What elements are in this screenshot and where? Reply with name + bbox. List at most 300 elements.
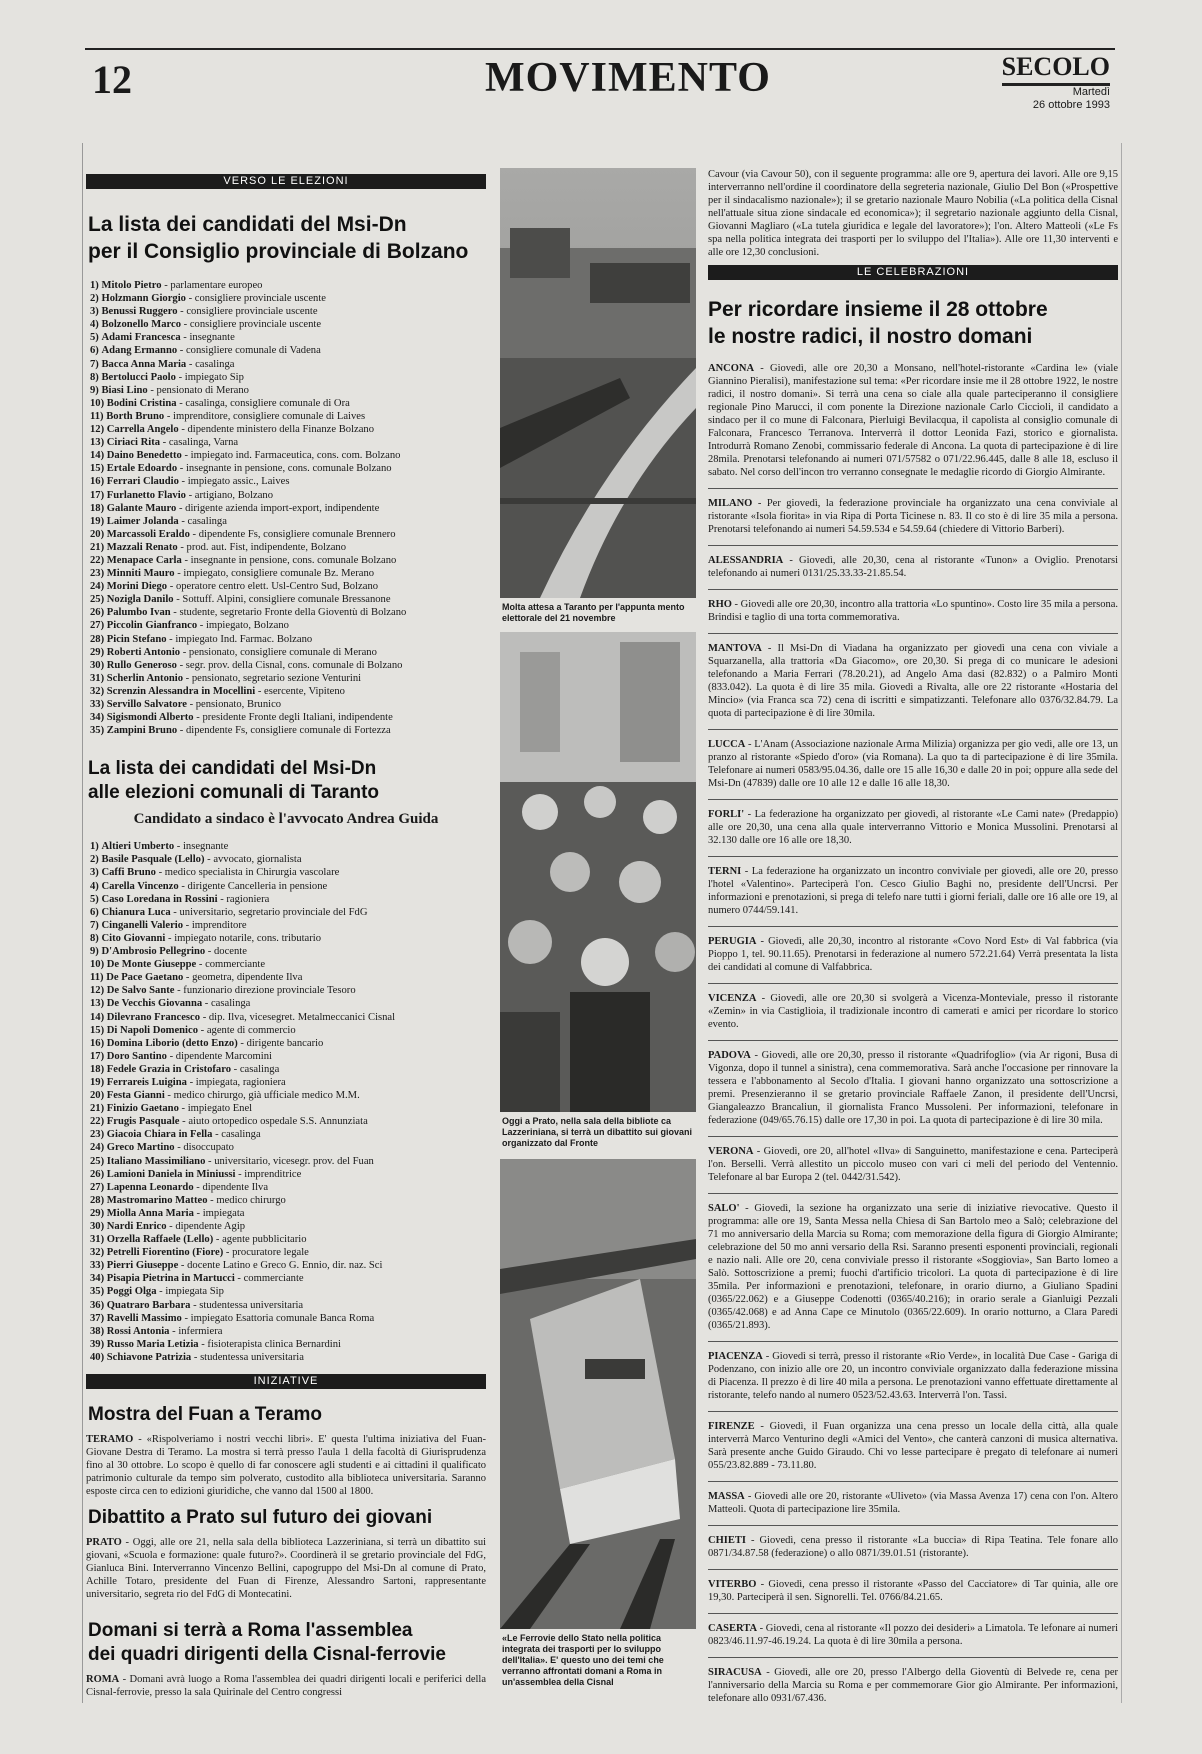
celebration-city: VITERBO [708, 1579, 757, 1590]
candidate-number: 10) [90, 959, 105, 971]
candidate-name: Scherlin Antonio [106, 672, 184, 684]
candidate-description: impiegato, consigliere comunale Bz. Merano [183, 568, 375, 580]
candidate-number: 11) [90, 972, 104, 984]
candidate-number: 28) [90, 1194, 105, 1206]
item-separator [708, 488, 1118, 489]
candidate-number: 22) [90, 1116, 105, 1128]
candidate-number: 4) [90, 880, 99, 892]
candidate-item: 33) Pierri Giuseppe - docente Latino e Greco G. Ennio, dir. naz. Sci [90, 1260, 383, 1272]
candidate-item: 25) Nozigla Danilo - Sottuff. Alpini, consigliere comunale Bressanone [90, 594, 391, 606]
celebration-city: LUCCA [708, 739, 746, 750]
candidate-number: 20) [90, 1090, 105, 1102]
headline-bolzano [88, 211, 486, 265]
celebration-text: - Giovedì, alle ore 20,30 a Monsano, nell'hotel-ristorante «Cardina le» (viale Giannino Pieralisi), manifestazione sul tema: «Per ricordare insie me il 28 ottobre 1922, le nostre radici, il nostro domani». Si terrà una cena so ciale alla quale parteciperanno il consigliere regionale Pino Marucci, il com ponente la Direzione nazionale Carlo Ciccioli, il candidato a sindaco per il co mune di Falconara, Pierluigi Bevilacqua, il capolista al consiglio comunale di Falconara, Francesco Terranova. Interverrà il dottor Leonida Fazi, storico e giornalista. Introdurrà Romano Zenobi, commissario federale di Ancona. La quota di partecipazione è di lire 28mila. Prenotarsi telefonando ai numeri 071/57582 o 071/22.96.445, dalle 8 alle 18, escluso il sabato. Nel corso dell'incon tro verranno consegnate le medaglie ricordo di Giorgio Almirante. [708, 363, 1118, 478]
candidate-description: procuratore legale [232, 1247, 309, 1259]
celebration-city: TERNI [708, 866, 742, 877]
candidate-description: pensionato, Brunico [195, 699, 282, 710]
candidate-list-taranto [90, 840, 486, 1364]
candidate-item: 4) Bolzonello Marco - consigliere provinciale uscente [90, 319, 322, 331]
celebration-text: - Giovedì, ore 20, all'hotel «Ilva» di Sanguinetto, manifestazione e cena. Parteciperà l'on. Berselli. Verrà allestito un piccolo museo con vari ci meli del periodo del Ventennio. Telefonare al bar Europa 2 (tel. 0442/31.542). [708, 1146, 1118, 1183]
candidate-description: docente [213, 946, 247, 958]
candidate-number: 5) [90, 332, 99, 344]
candidate-item: 9) Biasi Lino - pensionato di Merano [90, 384, 249, 396]
candidate-item: 21) Finizio Gaetano - impiegato Enel [90, 1103, 253, 1115]
candidate-item: 36) Quatraro Barbara - studentessa universitaria [90, 1299, 304, 1311]
headline-roma-line1: Domani si terrà a Roma l'assemblea [88, 1620, 413, 1642]
headline-celebrazioni-line2: le nostre radici, il nostro domani [708, 325, 1033, 348]
candidate-item: 1) Altieri Umberto - insegnante [90, 841, 229, 853]
candidate-number: 8) [90, 371, 99, 383]
candidate-name: Ciriaci Rita [106, 437, 161, 449]
candidate-description: pensionato di Merano [156, 384, 249, 396]
candidate-number: 3) [90, 867, 99, 879]
candidate-name: Daino Benedetto [106, 450, 182, 462]
headline-bolzano-line2: per il Consiglio provinciale di Bolzano [88, 240, 469, 263]
candidate-description: impiegato, Bolzano [205, 620, 289, 632]
candidate-number: 29) [90, 1207, 105, 1219]
section-title: MOVIMENTO [485, 55, 771, 101]
celebration-item [708, 1666, 1118, 1705]
candidate-item: 2) Holzmann Giorgio - consigliere provinciale uscente [90, 293, 326, 305]
celebrations-list [708, 362, 1118, 1705]
candidate-item: 13) De Vecchis Giovanna - casalinga [90, 998, 251, 1010]
candidate-description: impiegata [202, 1207, 245, 1219]
candidate-description: casalinga [239, 1063, 280, 1075]
candidate-description: impiegato Esattoria comunale Banca Roma [190, 1312, 375, 1324]
celebration-item [708, 1490, 1118, 1516]
candidate-name: Orzella Raffaele (Lello) [106, 1234, 214, 1246]
candidate-number: 23) [90, 568, 105, 580]
photo-taranto-harbor [500, 168, 696, 598]
candidate-number: 1) [90, 280, 99, 291]
train-image [500, 1159, 696, 1629]
celebration-text: - Giovedì, alle 20,30, incontro al ristorante «Covo Nord Est» di Val fabbrica (via Pioppo 1, tel. 90.11.65). Prenotarsi in federazione al numero 572.21.64) Verrà presentata la lista dei candidati al comune di Valfabbrica. [708, 936, 1118, 973]
candidate-item: 26) Lamioni Daniela in Miniussi - imprenditrice [90, 1168, 302, 1180]
candidate-description: impiegato Sip [184, 371, 244, 383]
candidate-description: impiegato notarile, cons. tributario [174, 932, 321, 944]
candidate-item: 7) Bacca Anna Maria - casalinga [90, 358, 235, 370]
candidate-description: consigliere provinciale uscente [189, 319, 322, 331]
candidate-description: casalinga [195, 358, 235, 370]
candidate-description: imprenditore, consigliere comunale di Laives [173, 410, 366, 422]
candidate-name: Marcassoli Eraldo [106, 528, 190, 540]
candidate-name: De Pace Gaetano [106, 972, 184, 984]
candidate-name: Palumbo Ivan [106, 607, 171, 619]
candidate-item: 8) Cito Giovanni - impiegato notarile, cons. tributario [90, 932, 321, 944]
candidate-name: Lamioni Daniela in Miniussi [106, 1168, 236, 1180]
candidate-item: 24) Greco Martino - disoccupato [90, 1142, 234, 1154]
candidate-number: 17) [90, 1050, 105, 1062]
candidate-name: Pisapia Pietrina in Martucci [106, 1273, 235, 1285]
candidate-description: impiegata Sip [165, 1286, 224, 1298]
article-prato-text: - Oggi, alle ore 21, nella sala della biblioteca Lazzeriniana, si terrà un dibattito sui giovani, «Scuola e formazione: quale futuro?». Coordinerà il se gretario provinciale del FdG, Gianluca Bini. Interverranno Vincenzo Bellini, capogruppo del Msi-Dn al comune di Prato, Achille Totaro, presidente del Fuan di Firenze, Alessandro Sartoni, rappresentante universitario, segreta rio del FdG di Montecatini. [86, 1537, 486, 1601]
item-separator [708, 799, 1118, 800]
item-separator [708, 1341, 1118, 1342]
candidate-item: 12) Carrella Angelo - dipendente ministero della Finanze Bolzano [90, 424, 375, 436]
candidate-number: 26) [90, 1168, 105, 1180]
candidate-description: disoccupato [183, 1142, 234, 1154]
candidate-number: 6) [90, 345, 99, 357]
candidate-description: dipendente Fs, consigliere comunale di Fortezza [185, 725, 391, 737]
item-separator [708, 1136, 1118, 1137]
candidate-item: 4) Carella Vincenzo - dirigente Cancelleria in pensione [90, 880, 328, 892]
celebration-item [708, 1202, 1118, 1332]
candidate-number: 20) [90, 528, 105, 540]
candidate-number: 37) [90, 1312, 105, 1324]
candidate-number: 9) [90, 384, 99, 396]
candidate-item: 14) Dilevrano Francesco - dip. Ilva, vicesegret. Metalmeccanici Cisnal [90, 1011, 396, 1023]
celebration-city: RHO [708, 599, 732, 610]
candidate-item: 31) Orzella Raffaele (Lello) - agente pubblicitario [90, 1234, 307, 1246]
candidate-description: studentessa universitaria [200, 1351, 304, 1363]
candidate-name: Galante Mauro [106, 502, 177, 514]
celebration-city: SALO' [708, 1203, 740, 1214]
candidate-name: Italiano Massimiliano [106, 1155, 206, 1167]
candidate-name: Di Napoli Domenico [106, 1024, 199, 1036]
issue-day: Martedì [1072, 86, 1110, 98]
candidate-name: Picin Stefano [106, 633, 167, 645]
candidate-name: Caffi Bruno [101, 867, 156, 879]
candidate-name: Dilevrano Francesco [106, 1011, 201, 1023]
celebration-text: - Giovedì, il Fuan organizza una cena presso un locale della città, alla quale interverrà Marco Venturino degli «Amici del Vento», che canterà canzoni di musica alternativa. Sarà presente anche Guido Giraudo. Chi vo lesse partecipare è pregato di telefonare ai numeri 055/23.82.889 - 73.11.80. [708, 1421, 1118, 1471]
headline-roma-line2: dei quadri dirigenti della Cisnal-ferrovie [88, 1644, 446, 1666]
candidate-item: 17) Furlanetto Flavio - artigiano, Bolzano [90, 489, 274, 501]
celebration-city: VICENZA [708, 993, 757, 1004]
candidate-description: prod. aut. Fist, indipendente, Bolzano [186, 541, 346, 553]
candidate-item: 5) Adami Francesca - insegnante [90, 332, 235, 344]
candidate-description: dirigente azienda import-export, indipendente [185, 502, 380, 514]
item-separator [708, 1613, 1118, 1614]
candidate-item: 19) Laimer Jolanda - casalinga [90, 515, 227, 527]
candidate-item: 24) Morini Diego - operatore centro elett. Usl-Centro Sud, Bolzano [90, 581, 379, 593]
candidate-name: Holzmann Giorgio [101, 293, 186, 305]
dateline-roma: ROMA [86, 1674, 120, 1686]
candidate-name: Russo Maria Letizia [106, 1338, 199, 1350]
candidate-name: Ravelli Massimo [106, 1312, 182, 1324]
candidate-name: Laimer Jolanda [106, 515, 179, 527]
candidate-description: presidente Fronte degli Italiani, indipendente [202, 712, 393, 724]
article-roma [86, 1673, 486, 1699]
candidate-description: studentessa universitaria [199, 1299, 304, 1311]
section-bar-celebrazioni: LE CELEBRAZIONI [708, 265, 1118, 280]
candidate-number: 18) [90, 502, 105, 514]
candidate-description: casalinga [221, 1129, 261, 1141]
candidate-item: 32) Screnzin Alessandra in Mocellini - esercente, Vipiteno [90, 685, 345, 697]
candidate-description: consigliere provinciale uscente [194, 293, 326, 305]
candidate-item: 23) Giacoia Chiara in Fella - casalinga [90, 1129, 261, 1141]
celebration-item [708, 935, 1118, 974]
candidate-name: Borth Bruno [106, 410, 165, 422]
candidate-description: casalinga [187, 515, 227, 527]
candidate-description: dipendente Ilva [202, 1181, 269, 1193]
column-right [708, 168, 1118, 1714]
headline-celebrazioni [708, 296, 1118, 350]
item-separator [708, 1525, 1118, 1526]
candidate-number: 15) [90, 1024, 105, 1036]
candidate-name: Sigismondi Alberto [106, 712, 194, 724]
candidate-item: 39) Russo Maria Letizia - fisioterapista clinica Bernardini [90, 1338, 341, 1350]
candidate-item: 11) De Pace Gaetano - geometra, dipendente Ilva [90, 972, 303, 984]
candidate-name: Ferrareis Luigina [106, 1076, 187, 1088]
candidate-description: impiegato Enel [187, 1103, 253, 1115]
candidate-number: 33) [90, 699, 105, 710]
celebration-city: ANCONA [708, 363, 755, 374]
candidate-description: imprenditrice [244, 1168, 302, 1180]
item-separator [708, 926, 1118, 927]
candidate-description: artigiano, Bolzano [194, 489, 274, 501]
candidate-description: universitario, vicesegr. prov. del Fuan [214, 1155, 374, 1167]
candidate-number: 38) [90, 1325, 105, 1337]
candidate-list-bolzano [90, 279, 486, 737]
item-separator [708, 983, 1118, 984]
candidate-description: aiuto ortopedico ospedale S.S. Annunziata [188, 1116, 368, 1128]
candidate-item: 22) Frugis Pasquale - aiuto ortopedico ospedale S.S. Annunziata [90, 1116, 368, 1128]
candidate-item: 28) Mastromarino Matteo - medico chirurgo [90, 1194, 286, 1206]
candidate-description: pensionato, consigliere comunale di Merano [188, 646, 377, 658]
candidate-name: Chianura Luca [101, 906, 171, 918]
candidate-name: Screnzin Alessandra in Mocellini [106, 685, 256, 697]
candidate-name: Domina Liborio (detto Enzo) [106, 1037, 238, 1049]
candidate-number: 30) [90, 1221, 105, 1232]
candidate-item: 3) Benussi Ruggero - consigliere provinciale uscente [90, 306, 318, 318]
candidate-description: Sottuff. Alpini, consigliere comunale Bressanone [182, 594, 391, 606]
candidate-name: Carella Vincenzo [101, 880, 179, 892]
candidate-description: segr. prov. della Cisnal, cons. comunale di Bolzano [185, 659, 403, 671]
subheadline-taranto: Candidato a sindaco è l'avvocato Andrea Guida [133, 811, 439, 828]
celebration-city: MASSA [708, 1491, 745, 1502]
candidate-number: 14) [90, 1011, 105, 1023]
item-separator [708, 1193, 1118, 1194]
candidate-number: 26) [90, 607, 105, 619]
candidate-description: imprenditore [191, 919, 247, 931]
candidate-item: 10) Bodini Cristina - casalinga, consigliere comunale di Ora [90, 397, 350, 409]
candidate-item: 25) Italiano Massimiliano - universitario, vicesegr. prov. del Fuan [90, 1155, 374, 1167]
celebration-text: - Giovedì, alle ore 20,30, presso il ristorante «Quadrifoglio» (via Ar rigoni, Busa di Vigonza, dopo il tunnel a sinistra), cena commemorativa. Sarà anche l'occasione per rinnovare la tessera e l'abbonamento al Secolo d'Italia. I giovani hanno organizzato una sottoscrizione a premi. Presenzieranno il se gretario provinciale Raffaele Zanon, il presidente dell'Uncrsi, Giangaleazzo Brancaliun, il giornalista Franco Mussoleni. Per informazioni, telefonare in federazione (049/65.76.15) dalle ore 17,30 in poi. La quota di partecipazione è di lire 30 mila. [708, 1050, 1118, 1126]
candidate-name: Adami Francesca [101, 332, 181, 344]
celebration-item [708, 992, 1118, 1031]
celebration-text: - Il Msi-Dn di Viadana ha organizzato per giovedì una cena con viviale a Squarzanella, alla trattoria «Da Giacomo», ore 20,30. Si prega di co municare le adesioni telefonando a Maria Ferrari (78.20.21), ad Angelo Ama dasi (82.832) o a Palmiro Monti (833.042). La quota è di lire 35 mila. Giovedì a Rivalta, alle ore 22 ristorante «Hostaria del Mincio» (via Franca sca 72) cena di iscritti e simpatizzanti. Telefonare allo 0376/32.84.79. La quota di partecipazione è di lire 30mila. [708, 643, 1118, 719]
candidate-name: Fedele Grazia in Cristofaro [106, 1063, 232, 1075]
candidate-name: Finizio Gaetano [106, 1103, 179, 1115]
item-separator [708, 1657, 1118, 1658]
celebration-text: - Giovedì alle ore 20, ristorante «Uliveto» (via Massa Avenza 17) cena con l'on. Altero Matteoli. Quota di partecipazione lire 35mila. [708, 1491, 1118, 1515]
candidate-number: 10) [90, 397, 105, 409]
candidate-name: Nozigla Danilo [106, 594, 174, 606]
candidate-name: Biasi Lino [101, 384, 148, 396]
candidate-name: Doro Santino [106, 1050, 167, 1062]
candidate-description: operatore centro elett. Usl-Centro Sud, Bolzano [175, 581, 379, 593]
celebration-item [708, 1049, 1118, 1127]
candidate-number: 40) [90, 1351, 105, 1363]
caption-prato: Oggi a Prato, nella sala della bibliote ca Lazzeriniana, si terrà un dibattito sui giovani organizzato dal Fronte [502, 1116, 693, 1148]
candidate-number: 27) [90, 1181, 105, 1193]
candidate-number: 17) [90, 489, 105, 501]
column-left [86, 168, 486, 1699]
candidate-item: 18) Galante Mauro - dirigente azienda import-export, indipendente [90, 502, 380, 514]
candidate-number: 12) [90, 424, 105, 436]
candidate-name: Cito Giovanni [101, 932, 166, 944]
candidate-item: 9) D'Ambrosio Pellegrino - docente [90, 946, 247, 958]
celebration-text: - Giovedì, cena presso il ristorante «La buccia» di Ripa Teatina. Tele fonare allo 0871/34.87.58 (federazione) o allo 0871/39.01.51 (ristorante). [708, 1535, 1118, 1559]
candidate-item: 27) Piccolin Gianfranco - impiegato, Bolzano [90, 620, 289, 632]
celebration-item [708, 1578, 1118, 1604]
candidate-number: 19) [90, 1076, 105, 1088]
candidate-description: ragioniera [226, 893, 270, 905]
candidate-description: dipendente Fs, consigliere comunale Brennero [198, 528, 396, 540]
celebration-text: - Giovedì, alle 20,30, cena al ristorante «Tunon» a Oviglio. Prenotarsi telefonando ai numeri 0131/25.33.33-21.85.54. [708, 555, 1118, 579]
harbor-image [500, 168, 696, 598]
candidate-number: 12) [90, 985, 105, 997]
article-prato [86, 1536, 486, 1601]
photo-prato-crowd [500, 632, 696, 1112]
candidate-name: Rullo Generoso [106, 659, 177, 671]
celebration-item [708, 1534, 1118, 1560]
item-separator [708, 1569, 1118, 1570]
candidate-item: 15) Ertale Edoardo - insegnante in pensione, cons. comunale Bolzano [90, 463, 392, 475]
candidate-name: Bodini Cristina [106, 397, 177, 409]
candidate-item: 15) Di Napoli Domenico - agente di commercio [90, 1024, 296, 1036]
issue-date: 26 ottobre 1993 [1032, 99, 1110, 111]
celebration-item [708, 808, 1118, 847]
celebration-text: - Giovedì, alle ore 20,30 si svolgerà a Vicenza-Monteviale, presso il ristorante «Zemin» in via Castiglioia, il tradizionale incontro di camerati e amici per ricordare lo storico evento. [708, 993, 1118, 1030]
candidate-description: insegnante [189, 332, 235, 344]
candidate-number: 21) [90, 1103, 105, 1115]
candidate-name: De Salvo Sante [106, 985, 175, 997]
article-roma-text: - Domani avrà luogo a Roma l'assemblea dei quadri dirigenti locali e periferici della Cisnal-ferrovie, presso la sala Quirinale del Centro congressi [86, 1674, 486, 1699]
candidate-name: Bolzonello Marco [101, 319, 182, 331]
candidate-item: 5) Caso Loredana in Rossini - ragioniera [90, 893, 270, 905]
candidate-description: dipendente ministero della Finanze Bolzano [187, 424, 375, 436]
candidate-name: Frugis Pasquale [106, 1116, 180, 1128]
candidate-number: 34) [90, 712, 105, 724]
item-separator [708, 589, 1118, 590]
candidate-number: 23) [90, 1129, 105, 1141]
header-rule [85, 48, 1115, 50]
candidate-number: 19) [90, 515, 105, 527]
candidate-description: medico specialista in Chirurgia vascolare [164, 867, 340, 879]
candidate-number: 25) [90, 1155, 105, 1167]
celebration-item [708, 738, 1118, 790]
celebration-city: PIACENZA [708, 1351, 763, 1362]
celebration-city: PERUGIA [708, 936, 757, 947]
candidate-item: 16) Domina Liborio (detto Enzo) - dirigente bancario [90, 1037, 324, 1049]
candidate-number: 33) [90, 1260, 105, 1272]
candidate-description: impiegata, ragioniera [195, 1076, 286, 1088]
candidate-description: dipendente Marcomini [175, 1050, 272, 1062]
candidate-item: 13) Ciriaci Rita - casalinga, Varna [90, 437, 239, 449]
candidate-name: Benussi Ruggero [101, 306, 178, 318]
column-photos [500, 168, 696, 1688]
celebration-city: VERONA [708, 1146, 754, 1157]
headline-taranto [88, 757, 486, 805]
candidate-number: 31) [90, 1234, 105, 1246]
headline-roma [88, 1619, 486, 1667]
candidate-number: 32) [90, 1247, 105, 1259]
brand-logo: SECOLO [1002, 52, 1110, 86]
candidate-number: 7) [90, 358, 99, 370]
celebration-text: - L'Anam (Associazione nazionale Arma Milizia) organizza per gio vedì, alle ore 13, un pranzo al ristorante «Spiedo d'oro» (via Romana). La quo ta di partecipazione è di lire 35mila. Telefonare ai numeri 0583/95.04.36, dalle ore 15 alle 16,30 e dalle 20 in poi; oppure alla sede del Msi-Dn (47839) dalle ore 10 alle 12 e dalle 16 alle 18,30. [708, 739, 1118, 789]
candidate-item: 38) Rossi Antonia - infermiera [90, 1325, 223, 1337]
candidate-description: impiegato Ind. Farmac. Bolzano [175, 633, 313, 645]
celebration-text: - Giovedì, cena al ristorante «Il pozzo dei desideri» a Limatola. Te lefonare ai numeri 0823/46.11.97-46.19.24. La quota è di lire 30mila a persona. [708, 1623, 1118, 1647]
headline-teramo: Mostra del Fuan a Teramo [88, 1404, 323, 1426]
candidate-number: 35) [90, 725, 105, 737]
celebration-city: PADOVA [708, 1050, 751, 1061]
candidate-item: 34) Pisapia Pietrina in Martucci - commerciante [90, 1273, 304, 1285]
celebration-city: ALESSANDRIA [708, 555, 784, 566]
candidate-description: impiegato assic., Laives [187, 476, 290, 488]
candidate-item: 37) Ravelli Massimo - impiegato Esattoria comunale Banca Roma [90, 1312, 375, 1324]
celebration-city: CHIETI [708, 1535, 746, 1546]
candidate-number: 8) [90, 932, 99, 944]
candidate-number: 16) [90, 476, 105, 488]
candidate-item: 28) Picin Stefano - impiegato Ind. Farmac. Bolzano [90, 633, 313, 645]
candidate-number: 34) [90, 1273, 105, 1285]
candidate-item: 34) Sigismondi Alberto - presidente Fronte degli Italiani, indipendente [90, 712, 393, 724]
caption-taranto: Molta attesa a Taranto per l'appunta mento elettorale del 21 novembre [502, 602, 685, 623]
candidate-item: 8) Bertolucci Paolo - impiegato Sip [90, 371, 244, 383]
candidate-description: medico chirurgo, già ufficiale medico M.M. [173, 1090, 360, 1102]
candidate-number: 31) [90, 672, 105, 684]
celebration-item [708, 1420, 1118, 1472]
candidate-number: 6) [90, 906, 99, 918]
candidate-description: insegnante in pensione, cons. comunale Bolzano [190, 554, 397, 566]
candidate-name: Carrella Angelo [106, 424, 179, 436]
item-separator [708, 1040, 1118, 1041]
candidate-item: 26) Palumbo Ivan - studente, segretario Fronte della Gioventù di Bolzano [90, 607, 407, 619]
celebration-city: FIRENZE [708, 1421, 755, 1432]
candidate-description: funzionario direzione provinciale Tesoro [183, 985, 356, 997]
candidate-description: consigliere comunale di Vadena [185, 345, 321, 357]
candidate-number: 39) [90, 1338, 105, 1350]
candidate-name: Lapenna Leonardo [106, 1181, 194, 1193]
candidate-name: Rossi Antonia [106, 1325, 170, 1337]
candidate-description: esercente, Vipiteno [264, 685, 345, 697]
candidate-item: 40) Schiavone Patrizia - studentessa universitaria [90, 1351, 304, 1363]
candidate-name: Altieri Umberto [101, 841, 175, 853]
celebration-city: SIRACUSA [708, 1667, 762, 1678]
candidate-item: 33) Servillo Salvatore - pensionato, Brunico [90, 699, 282, 710]
candidate-name: Adang Ermanno [101, 345, 178, 357]
candidate-item: 29) Roberti Antonio - pensionato, consigliere comunale di Merano [90, 646, 377, 658]
candidate-name: Menapace Carla [106, 554, 182, 566]
item-separator [708, 1481, 1118, 1482]
candidate-name: Greco Martino [106, 1142, 175, 1154]
candidate-name: Petrelli Fiorentino (Fiore) [106, 1247, 224, 1259]
celebration-text: - Giovedì, alle ore 20, presso l'Albergo della Gioventù di Belvede re, cena per l'anniversario della Marcia su Roma e per commemorare Gior gio Almirante. Per informazioni, telefonare allo 0931/67.436. [708, 1667, 1118, 1704]
candidate-number: 32) [90, 685, 105, 697]
celebration-city: FORLI' [708, 809, 745, 820]
item-separator [708, 856, 1118, 857]
candidate-name: Minniti Mauro [106, 568, 175, 580]
candidate-name: Roberti Antonio [106, 646, 181, 658]
celebration-item [708, 1145, 1118, 1184]
candidate-description: insegnante [182, 841, 229, 853]
candidate-name: Caso Loredana in Rossini [101, 893, 218, 905]
candidate-description: casalinga [210, 998, 251, 1010]
candidate-description: dipendente Agip [175, 1221, 246, 1232]
candidate-name: Mastromarino Matteo [106, 1194, 208, 1206]
candidate-item: 23) Minniti Mauro - impiegato, consigliere comunale Bz. Merano [90, 568, 375, 580]
candidate-item: 19) Ferrareis Luigina - impiegata, ragioniera [90, 1076, 286, 1088]
candidate-number: 30) [90, 659, 105, 671]
candidate-description: agente pubblicitario [222, 1234, 307, 1246]
candidate-number: 7) [90, 919, 99, 931]
candidate-item: 6) Chianura Luca - universitario, segretario provinciale del FdG [90, 906, 368, 918]
celebration-text: - La federazione ha organizzato un incontro conviviale per giovedì, alle ore 20, presso l'hotel «Valentino». Parteciperà l'on. Cesco Giulio Baghi no, presidente dell'Uncrsi. Per informazioni e prenotazioni, si prega di telefo nare tutti i giorni feriali, dalle ore 16 alle ore 19, al numero 0744/59.141. [708, 866, 1118, 916]
candidate-description: agente di commercio [206, 1024, 296, 1036]
candidate-name: Morini Diego [106, 581, 168, 593]
